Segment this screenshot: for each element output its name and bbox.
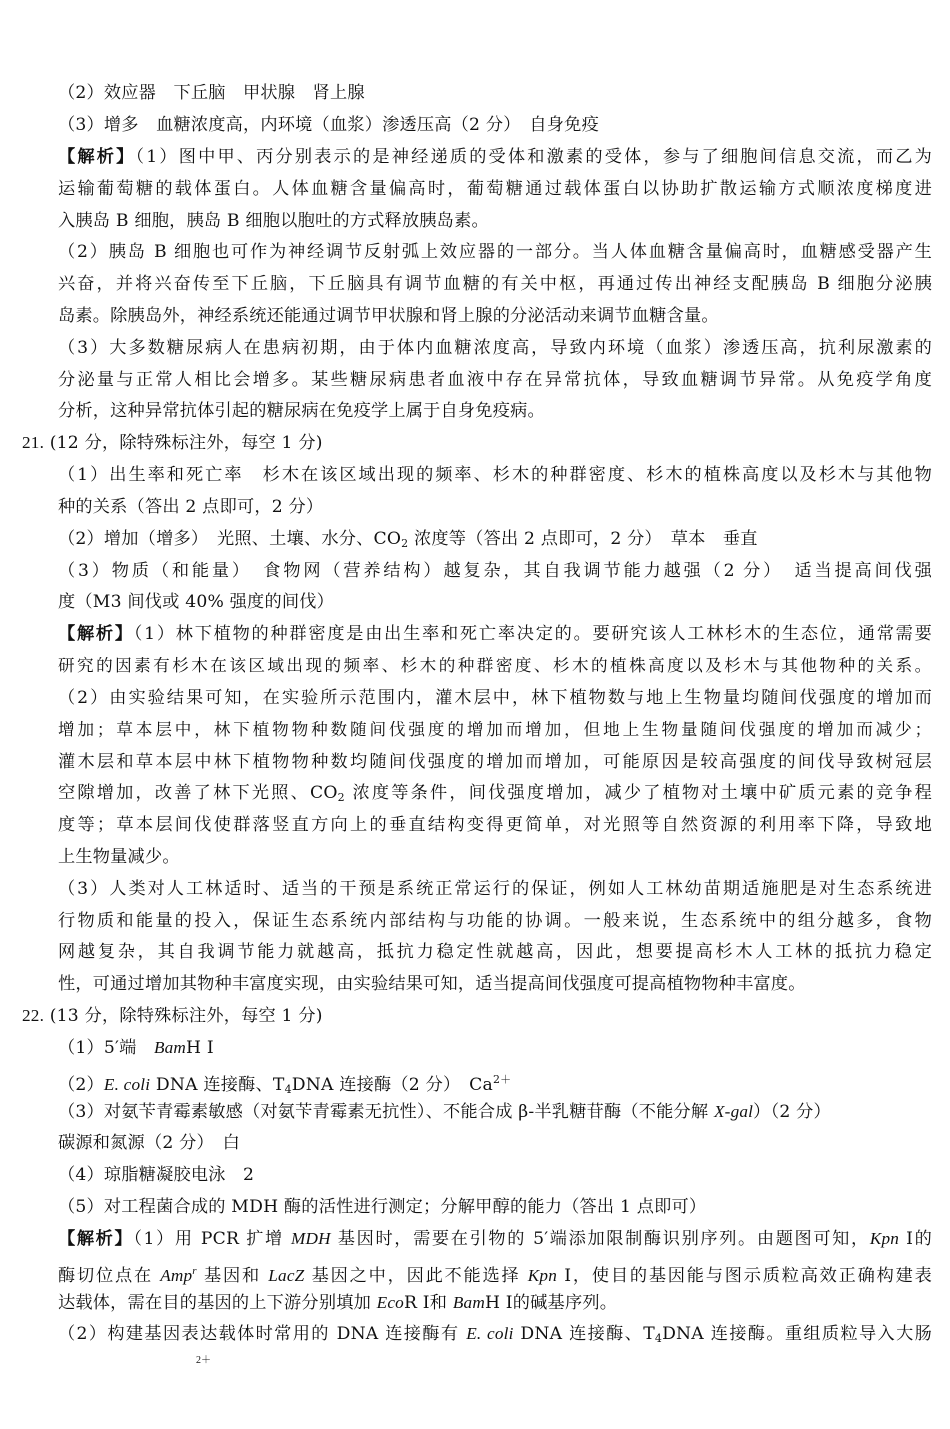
amp-r-superscript: r: [192, 1265, 197, 1277]
bam-italic: Bam: [452, 1293, 485, 1312]
q21-analysis-3c: 网越复杂，其自我调节能力就越高，抵抗力稳定性就越高，因此，想要提高杉木人工林的抵抗力稳定: [58, 942, 932, 962]
q22-answer-3b: 碳源和氮源（2 分） 白: [58, 1133, 241, 1153]
q21-answer-3a: （3）物质（和能量） 食物网（营养结构）越复杂，其自我调节能力越强（2 分） 适当提高间伐强: [58, 561, 932, 581]
q22-answer-4: （4）琼脂糖凝胶电泳 2: [58, 1165, 255, 1185]
lacz-italic: LacZ: [268, 1266, 305, 1285]
q21-answer-2-pre: （2）增加（增多） 光照、土壤、水分、CO: [58, 529, 402, 549]
q22-analysis-1c-mid: R Ⅰ和: [403, 1293, 453, 1313]
q22-answer-5: （5）对工程菌合成的 MDH 酶的活性进行测定；分解甲醇的能力（答出 1 点即可）: [58, 1197, 707, 1217]
mdh-italic: MDH: [290, 1229, 331, 1248]
q22-analysis-1a-pre: （1）用 PCR 扩增: [133, 1229, 291, 1249]
kpn-italic: Kpn: [527, 1266, 558, 1285]
q22-header: [22, 1004, 932, 1028]
q22-analysis-1b-post: Ⅰ，使目的基因能与图示质粒高效正确构建表: [557, 1266, 932, 1286]
xgal-italic: X-gal: [713, 1102, 754, 1121]
eco-italic: Eco: [376, 1293, 404, 1312]
ecoli-italic: E. coli: [103, 1075, 151, 1094]
q21-analysis-1b: 研究的因素有杉木在该区域出现的频率、杉木的种群密度、杉木的植株高度以及杉木与其他物种的关系。: [58, 656, 932, 675]
q20-answer-3: （3）增多 血糖浓度高，内环境（血浆）渗透压高（2 分） 自身免疫: [58, 115, 599, 135]
q22-analysis-1b-pre: 酶切位点在: [58, 1266, 161, 1286]
q22-analysis-1b: [58, 1259, 932, 1288]
q22-answer-3a: [58, 1100, 932, 1124]
q21-answer-1a: （1）出生率和死亡率 杉木在该区域出现的频率、杉木的种群密度、杉木的植株高度以及杉木与其他物: [58, 465, 932, 485]
q22-answer-2-mid2: DNA 连接酶（2 分） Ca: [291, 1075, 493, 1095]
q20-analysis-3a: （3）大多数糖尿病人在患病初期，由于体内血糖浓度高，导致内环境（血浆）渗透压高，抗利尿激素的: [58, 338, 932, 358]
analysis-tag: 【解析】: [58, 1229, 134, 1249]
q21-analysis-3b: 行物质和能量的投入，保证生态系统内部结构与功能的协调。一般来说，生态系统中的组分越多，食物: [58, 911, 932, 931]
analysis-tag: 【解析】: [58, 147, 136, 167]
q20-analysis-2b: 兴奋，并将兴奋传至下丘脑，下丘脑具有调节血糖的有关中枢，再通过传出神经支配胰岛 B 细胞分泌胰: [58, 274, 932, 294]
q21-analysis-2e: 度等；草本层间伐使群落竖直方向上的垂直结构变得更简单，对光照等自然资源的利用率下降，导致地: [58, 815, 932, 835]
q21-answer-2: [58, 527, 932, 556]
q21-analysis-2d-post: 浓度等条件，间伐强度增加，减少了植物对土壤中矿质元素的竞争程: [344, 783, 932, 803]
q22-analysis-2a-post: DNA 连接酶。重组质粒导入大肠: [662, 1324, 932, 1344]
q22-answer-2-pre: （2）: [58, 1075, 104, 1095]
q20-analysis-1b: 运输葡萄糖的载体蛋白。人体血糖含量偏高时，葡萄糖通过载体蛋白以协助扩散运输方式顺浓度梯度进: [58, 179, 932, 199]
q21-analysis-2b: 增加；草本层中，林下植物物种数随间伐强度的增加而增加，但地上生物量随间伐强度的增加而减少；: [58, 720, 932, 739]
q20-answer-2: （2）效应器 下丘脑 甲状腺 肾上腺: [58, 83, 365, 103]
t4-subscript: 4: [284, 1083, 292, 1096]
q21-analysis-2c: 灌木层和草本层中林下植物物种数均随间伐强度的增加而增加，可能原因是较高强度的间伐导致树冠层: [58, 752, 932, 772]
q22-analysis-2a: [58, 1322, 932, 1351]
q22-analysis-2a-pre: （2）构建基因表达载体时常用的 DNA 连接酶有: [58, 1324, 467, 1344]
q22-analysis-1a: [58, 1227, 932, 1251]
amp-italic: Amp: [160, 1266, 193, 1285]
q22-analysis-1b-mid: 基因和: [196, 1266, 269, 1286]
ca-superscript: 2＋: [492, 1073, 512, 1086]
kpn-italic: Kpn: [869, 1229, 900, 1248]
q20-analysis-1c: 入胰岛 B 细胞，胰岛 B 细胞以胞吐的方式释放胰岛素。: [58, 211, 489, 231]
q22-answer-1-pre: （1）5′端: [58, 1038, 154, 1058]
q21-answer-2-post: 浓度等（答出 2 点即可，2 分） 草本 垂直: [408, 529, 758, 549]
q21-analysis-2d: [58, 781, 932, 810]
q22-analysis-1c-post: H Ⅰ的碱基序列。: [484, 1293, 618, 1313]
q22-analysis-1a-post: Ⅰ的: [899, 1229, 932, 1249]
q22-answer-1: [58, 1036, 932, 1060]
q21-analysis-3a: （3）人类对人工林适时、适当的干预是系统正常运行的保证，例如人工林幼苗期适施肥是对生态系统进: [58, 879, 932, 899]
q22-analysis-2a-mid: DNA 连接酶、T: [513, 1324, 655, 1344]
q22-answer-3a-pre: （3）对氨苄青霉素敏感（对氨苄青霉素无抗性）、不能合成 β-半乳糖苷酶（不能分解: [58, 1102, 714, 1122]
q22-scoring-note: (13 分，除特殊标注外，每空 1 分): [49, 1006, 323, 1026]
q21-number: 21.: [22, 433, 45, 452]
q21-analysis-2a: （2）由实验结果可知，在实验所示范围内，灌木层中，林下植物数与地上生物量均随间伐强度的增加而: [58, 688, 932, 708]
q20-analysis-2a: （2）胰岛 B 细胞也可作为神经调节反射弧上效应器的一部分。当人体血糖含量偏高时，血糖感受器产生: [58, 242, 932, 262]
ecoli-italic: E. coli: [466, 1324, 514, 1343]
q21-analysis-3d: 性，可通过增加其物种丰富度实现，由实验结果可知，适当提高间伐强度可提高植物物种丰富度。: [58, 974, 806, 994]
co2-subscript: 2: [337, 791, 345, 804]
q20-analysis-1a-text: （1）图中甲、丙分别表示的是神经递质的受体和激素的受体，参与了细胞间信息交流，而乙为: [135, 147, 932, 167]
q21-analysis-1a: [58, 622, 932, 646]
q20-analysis-3c: 分析，这种异常抗体引起的糖尿病在免疫学上属于自身免疫病。: [58, 401, 545, 421]
q22-analysis-1c-pre: 达载体，需在目的基因的上下游分别填加: [58, 1293, 377, 1313]
q22-answer-2: [58, 1068, 932, 1102]
q22-answer-3a-post: ）（2 分）: [753, 1102, 831, 1122]
q21-header: [22, 431, 932, 455]
q22-analysis-1c: [58, 1291, 932, 1315]
q22-answer-1-post: H Ⅰ: [186, 1038, 214, 1058]
q22-analysis-1b-mid2: 基因之中，因此不能选择: [304, 1266, 528, 1286]
q20-analysis-2c: 岛素。除胰岛外，神经系统还能通过调节甲状腺和肾上腺的分泌活动来调节血糖含量。: [58, 306, 719, 326]
q21-analysis-1a-text: （1）林下植物的种群密度是由出生率和死亡率决定的。要研究该人工林杉木的生态位，通常需要: [133, 624, 932, 644]
q21-analysis-2d-pre: 空隙增加，改善了林下光照、CO: [58, 783, 338, 803]
cut-off-superscript: 2＋: [196, 1355, 211, 1366]
q21-answer-3b: 度（M3 间伐或 40% 强度的间伐）: [58, 592, 334, 612]
q21-scoring-note: (12 分，除特殊标注外，每空 1 分): [49, 433, 323, 453]
q21-analysis-2f: 上生物量减少。: [58, 847, 180, 867]
bam-italic: Bam: [153, 1038, 187, 1057]
q22-answer-2-mid: DNA 连接酶、T: [150, 1075, 285, 1095]
t4-subscript: 4: [654, 1332, 663, 1345]
q22-number: 22.: [22, 1006, 45, 1025]
co2-subscript: 2: [401, 537, 409, 550]
q21-answer-1b: 种的关系（答出 2 点即可，2 分）: [58, 497, 324, 517]
q20-analysis-3b: 分泌量与正常人相比会增多。某些糖尿病患者血液中存在异常抗体，导致血糖调节异常。从免疫学角度: [58, 370, 932, 390]
analysis-tag: 【解析】: [58, 624, 134, 644]
q22-analysis-1a-mid: 基因时，需要在引物的 5′端添加限制酶识别序列。由题图可知，: [330, 1229, 870, 1249]
q20-analysis-1a: [58, 145, 932, 169]
